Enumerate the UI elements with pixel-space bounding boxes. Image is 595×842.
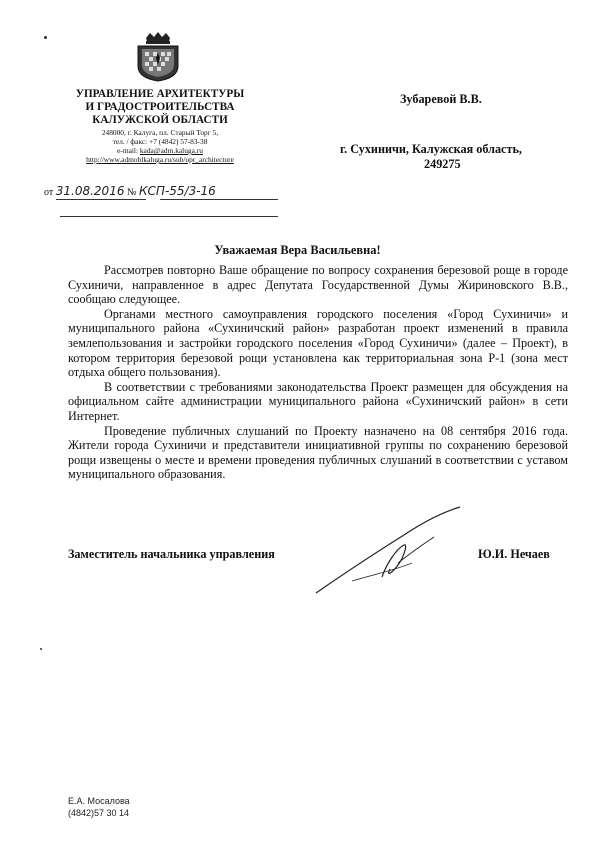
paragraph-4: Проведение публичных слушаний по Проекту назначено на 08 сентября 2016 года. Жители города Сухиничи и представители инициативной группы по сохранению березовой рощи извещены о месте и времени проведения публичных слушаний в соответствии с уставом муниципального образования.	[68, 423, 568, 482]
kaluga-crest-icon	[136, 30, 180, 82]
date-prefix: от	[44, 187, 54, 198]
date-underline	[56, 199, 146, 200]
addressee-postcode: 249275	[424, 157, 461, 171]
org-email-link[interactable]: kada@adm.kaluga.ru	[139, 146, 203, 155]
paragraph-2: Органами местного самоуправления городского поселения «Город Сухиничи» и муниципального района «Сухиничский район» разработан проект изменений в правила землепользования и застройки городского поселения «Город Сухиничи» (далее – Проект), в котором территория березовой рощи установлена как территориальная зона Р-1 (зона мест отдыха общего пользования).	[68, 306, 568, 380]
org-name-line-1: УПРАВЛЕНИЕ АРХИТЕКТУРЫ	[75, 88, 245, 100]
org-name-line-2: И ГРАДОСТРОИТЕЛЬСТВА	[85, 101, 235, 113]
executor-phone: (4842)57 30 14	[68, 808, 130, 818]
executor-block	[68, 795, 130, 819]
executor-name: Е.А. Мосалова	[68, 796, 130, 806]
number-underline	[160, 199, 278, 200]
addressee-name: Зубаревой В.В.	[400, 92, 482, 106]
paragraph-3: В соответствии с требованиями законодательства Проект размещен для обсуждения на официальном сайте администрации муниципального района «Сухиничский район» в сети Интернет.	[68, 379, 568, 423]
outgoing-date: 31.08.2016	[55, 184, 125, 198]
number-prefix: №	[126, 187, 137, 198]
handwritten-signature	[312, 505, 472, 600]
org-phone: тел. / факс: +7 (4842) 57-83-38	[112, 137, 208, 146]
org-name-line-3: КАЛУЖСКОЙ ОБЛАСТИ	[92, 114, 228, 126]
org-website-row	[60, 155, 260, 164]
addressee-city: г. Сухиничи, Калужская область,	[340, 142, 522, 156]
outgoing-number-row	[44, 184, 216, 198]
signer-title: Заместитель начальника управления	[68, 547, 275, 561]
reference-line	[60, 216, 278, 217]
scan-speck	[40, 648, 42, 650]
scan-speck	[44, 36, 47, 39]
letter-body	[68, 263, 568, 482]
outgoing-number: КСП-55/3-16	[139, 184, 216, 198]
salutation: Уважаемая Вера Васильевна!	[214, 243, 381, 257]
org-address: 248000, г. Калуга, пл. Старый Торг 5,	[101, 128, 219, 137]
paragraph-1: Рассмотрев повторно Ваше обращение по вопросу сохранения березовой роще в городе Сухиничи, направленное в адрес Депутата Государственной Думы Жириновского В.В., сообщаю следующее.	[68, 263, 568, 307]
org-website-link[interactable]: http://www.admoblkaluga.ru/sub/upr_architecture	[86, 155, 234, 164]
org-email-label: e-mail:	[117, 146, 140, 155]
org-email-row	[60, 146, 260, 155]
signer-name: Ю.И. Нечаев	[478, 547, 550, 561]
